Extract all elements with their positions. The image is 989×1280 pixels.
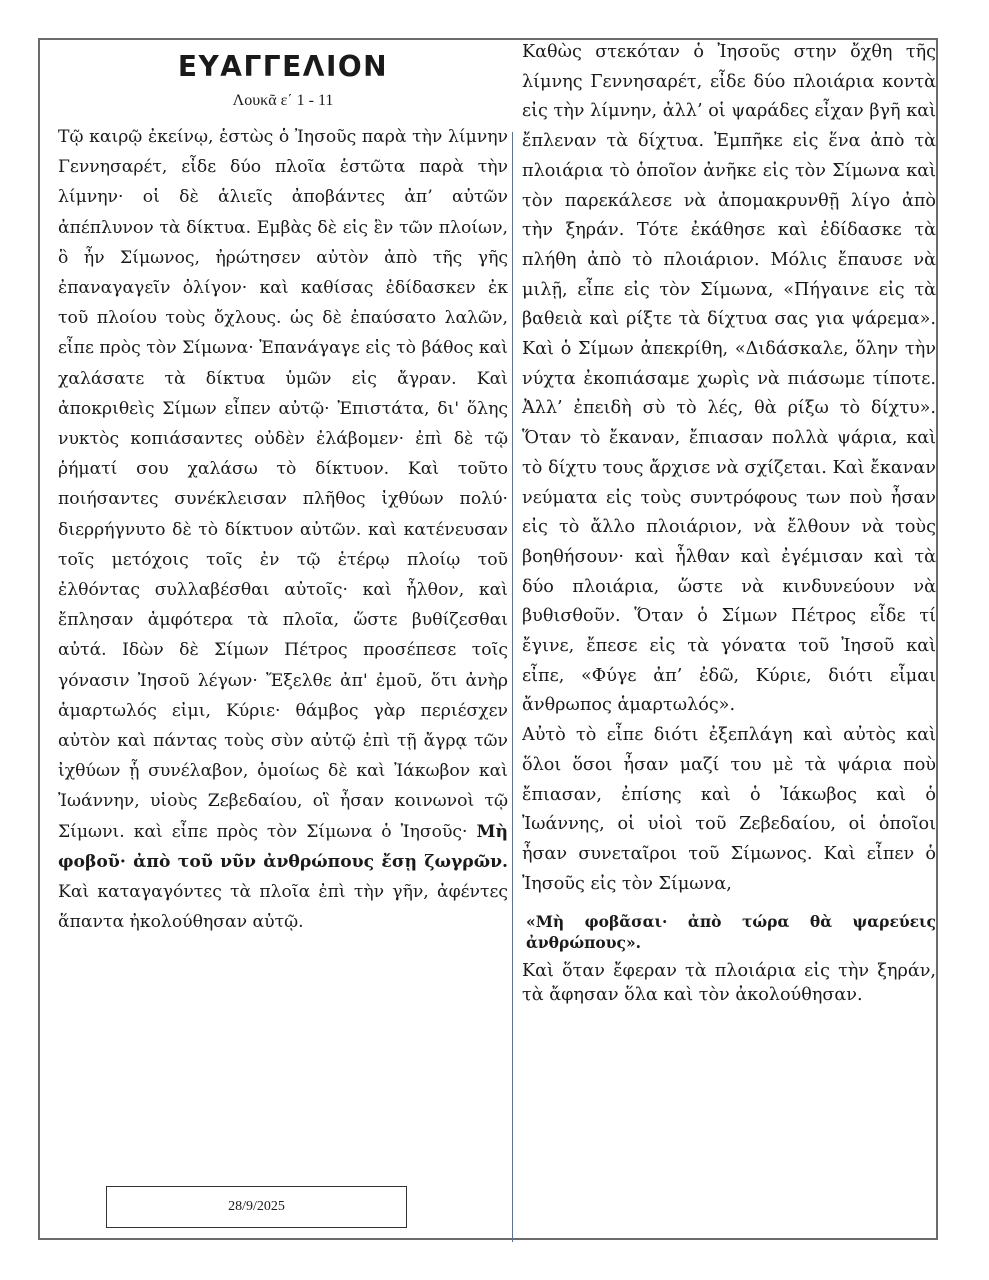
date-label: 28/9/2025 bbox=[228, 1199, 285, 1214]
ancient-greek-text bbox=[58, 122, 508, 937]
modern-closing-quote: «Μὴ φοβᾶσαι· ἀπὸ τώρα θὰ ψαρεύεις ἀνθρώπους». bbox=[526, 912, 936, 953]
modern-paragraph-2: Αὐτὸ τὸ εἶπε διότι ἐξεπλάγη καὶ αὐτὸς καὶ ὅλοι ὅσοι ἦσαν μαζί του μὲ τὰ ψάρια ποὺ ἔπιασαν, ἐπίσης καὶ ὁ Ἰάκωβος καὶ ὁ Ἰωάννης, οἱ υἱοὶ τοῦ Ζεβεδαίου, οἱ ὁποῖοι ἦσαν συνεταῖροι τοῦ Σίμωνος. Καὶ εἶπεν ὁ Ἰησοῦς εἰς τὸν Σίμωνα, bbox=[522, 725, 936, 894]
modern-final-paragraph: Καὶ ὅταν ἔφεραν τὰ πλοιάρια εἰς τὴν ξηράν, τὰ ἄφησαν ὅλα καὶ τὸν ἀκολούθησαν. bbox=[522, 961, 936, 1006]
ancient-text-part1: Τῷ καιρῷ ἐκείνῳ, ἑστὼς ὁ Ἰησοῦς παρὰ τὴν λίμνην Γεννησαρέτ, εἶδε δύο πλοῖα ἑστῶτα παρὰ τὴν λίμνην· οἱ δὲ ἁλιεῖς ἀποβάντες ἀπ’ αὐτῶν ἀπέπλυνον τὰ δίκτυα. Εμβὰς δὲ εἰς ἓν τῶν πλοίων, ὃ ἦν Σίμωνος, ἠρώτησεν αὐτὸν ἀπὸ τῆς γῆς ἐπαναγαγεῖν ὀλίγον· καὶ καθίσας ἐδίδασκεν ἐκ τοῦ πλοίου τοὺς ὄχλους. ὡς δὲ ἐπαύσατο λαλῶν, εἶπε πρὸς τὸν Σίμωνα· Ἐπανάγαγε εἰς τὸ βάθος καὶ χαλάσατε τὰ δίκτυα ὑμῶν εἰς ἄγραν. Καὶ ἀποκριθεὶς Σίμων εἶπεν αὐτῷ· Ἐπιστάτα, δι' ὅλης νυκτὸς κοπιάσαντες οὐδὲν ἐλάβομεν· ἐπὶ δὲ τῷ ῥήματί σου χαλάσω τὸ δίκτυον. Καὶ τοῦτο ποιήσαντες συνέκλεισαν πλῆθος ἰχθύων πολύ· διερρήγνυτο δὲ τὸ δίκτυον αὐτῶν. καὶ κατένευσαν τοῖς μετόχοις τοῖς ἐν τῷ ἑτέρῳ πλοίῳ τοῦ ἐλθόντας συλλαβέσθαι αὐτοῖς· καὶ ἦλθον, καὶ ἔπλησαν ἀμφότερα τὰ πλοῖα, ὥστε βυθίζεσθαι αὐτά. Ιδὼν δὲ Σίμων Πέτρος προσέπεσε τοῖς γόνασιν Ἰησοῦ λέγων· Ἔξελθε ἀπ' ἐμοῦ, ὅτι ἀνὴρ ἁμαρτωλός εἰμι, Κύριε· θάμβος γὰρ περιέσχεν αὐτὸν καὶ πάντας τοὺς σὺν αὐτῷ ἐπὶ τῇ ἄγρᾳ τῶν ἰχθύων ᾗ συνέλαβον, ὁμοίως δὲ καὶ Ἰάκωβον καὶ Ἰωάννην, υἱοὺς Ζεβεδαίου, οἳ ἦσαν κοινωνοὶ τῷ Σίμωνι. καὶ εἶπε πρὸς τὸν Σίμωνα ὁ Ἰησοῦς· bbox=[58, 127, 508, 842]
column-divider bbox=[512, 132, 513, 1242]
gospel-title: ΕΥΑΓΓΕΛΙΟΝ bbox=[177, 50, 389, 83]
ancient-bold-quote: Μὴ φοβοῦ· ἀπὸ τοῦ νῦν ἀνθρώπους ἔσῃ ζωγρῶν. bbox=[58, 821, 509, 872]
modern-paragraph-1: Καθὼς στεκόταν ὁ Ἰησοῦς στην ὄχθη τῆς λίμνης Γεννησαρέτ, εἶδε δύο πλοιάρια κοντὰ εἰς τὴν λίμνην, ἀλλ’ οἱ ψαράδες εἶχαν βγῆ καὶ ἔπλεναν τὰ δίχτυα. Ἐμπῆκε εἰς ἕνα ἀπὸ τὰ πλοιάρια τὸ ὁποῖον ἀνῆκε εἰς τὸν Σίμωνα καὶ τὸν παρεκάλεσε νὰ ἀπομακρυνθῇ λίγο ἀπὸ τὴν ξηράν. Τότε ἐκάθησε καὶ ἐδίδασκε τὰ πλήθη ἀπὸ τὸ πλοιάριον. Μόλις ἔπαυσε νὰ μιλῇ, εἶπε εἰς τὸν Σίμωνα, «Πήγαινε εἰς τὰ βαθειὰ καὶ ρίξτε τὰ δίχτυα σας για ψάρεμα». Καὶ ὁ Σίμων ἀπεκρίθη, «Διδάσκαλε, ὅλην τὴν νύχτα ἐκοπιάσαμε χωρὶς νὰ πιάσωμε τίποτε. Ἀλλ’ ἐπειδὴ σὺ τὸ λές, θὰ ρίξω τὸ δίχτυ». Ὅταν τὸ ἔκαναν, ἔπιασαν πολλὰ ψάρια, καὶ τὸ δίχτυ τους ἄρχισε νὰ σχίζεται. Καὶ ἔκαναν νεύματα εἰς τοὺς συντρόφους των ποὺ ἦσαν εἰς τὸ ἄλλο πλοιάριον, νὰ ἔλθουν νὰ τοὺς βοηθήσουν· καὶ ἦλθαν καὶ ἐγέμισαν καὶ τὰ δύο πλοιάρια, ὥστε νὰ κινδυνεύουν νὰ βυθισθοῦν. Ὅταν ὁ Σίμων Πέτρος εἶδε τί ἔγινε, ἔπεσε εἰς τὰ γόνατα τοῦ Ἰησοῦ καὶ εἶπε, «Φύγε ἀπ’ ἐδῶ, Κύριε, διότι εἶμαι ἄνθρωπος ἁμαρτωλός». bbox=[522, 42, 936, 716]
date-box bbox=[106, 1186, 407, 1228]
ancient-text-column bbox=[58, 46, 508, 937]
scripture-reference: Λουκᾶ ε΄ 1 - 11 bbox=[232, 92, 334, 109]
modern-text-column bbox=[522, 38, 936, 1007]
ancient-text-part2: Καὶ καταγαγόντες τὰ πλοῖα ἐπὶ τὴν γῆν, ἀφέντες ἅπαντα ἠκολούθησαν αὐτῷ. bbox=[58, 882, 508, 933]
